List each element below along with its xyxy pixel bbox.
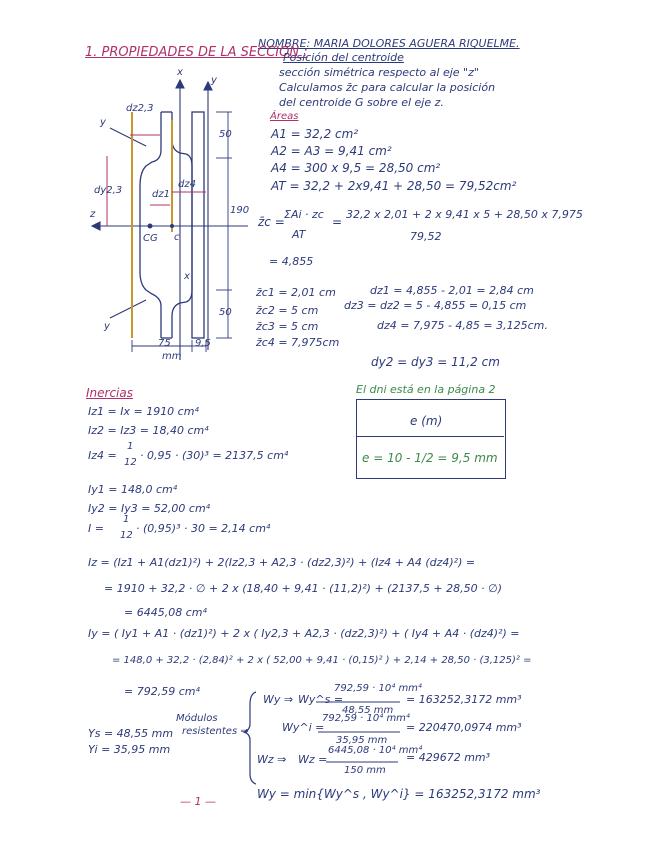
iy-calc-line-2: = 148,0 + 32,2 · (2,84)² + 2 x ( 52,00 + 9,41 · (0,15)² ) + 2,14 + 28,50 · (3,125)² = [112,655,532,666]
wz-result: = 429672 mm³ [406,751,491,764]
iy4-rest: · (0,95)³ · 30 = 2,14 cm⁴ [136,522,271,535]
area-total: AT = 32,2 + 2x9,41 + 28,50 = 79,52cm² [271,179,517,193]
dz1-label: dz1 [152,189,170,200]
moduli-label-bottom: resistentes ⇒ [182,726,249,737]
axis-y-top-label: y [211,75,217,86]
areas-label: Áreas [270,111,299,122]
student-name: NOMBRE: MARIA DOLORES AGUERA RIQUELME. [258,37,520,50]
iz4-prefix: Iz4 = [88,449,117,462]
dim-mm-label: mm [162,351,182,362]
moduli-label-top: Módulos [176,713,218,724]
zc1-value: z̄c1 = 2,01 cm [256,286,336,299]
dz23-value: dz3 = dz2 = 5 - 4,855 = 0,15 cm [344,299,527,312]
page-number: — 1 — [180,795,216,808]
inertias-label: Inercias [86,386,133,400]
table-value: e = 10 - 1/2 = 9,5 mm [362,451,498,465]
wys-den: 48,55 mm [342,705,394,716]
wy-arrow: Wy ⇒ [263,693,294,706]
area-a1: A1 = 32,2 cm² [271,127,359,141]
dy23-value: dy2 = dy3 = 11,2 cm [371,355,500,369]
dz1-value: dz1 = 4,855 - 2,01 = 2,84 cm [370,284,534,297]
iy-calc-line-1: Iy = ( Iy1 + A1 · (dz1)²) + 2 x ( Iy2,3 + A2,3 · (dz2,3)²) + ( Iy4 + A4 · (dz4)²) = [88,627,520,640]
zc4-value: z̄c4 = 7,975cm [256,336,340,349]
axis-x-bottom-label: x [184,271,190,282]
centroid-result: = 4,855 [269,255,314,268]
yi-value: Yi = 35,95 mm [88,743,171,756]
iy4-num: 1 [123,514,130,525]
table-header: e (m) [410,414,443,428]
iz23-value: Iz2 = Iz3 = 18,40 cm⁴ [88,424,209,437]
iz-calc-line-2: = 1910 + 32,2 · ∅ + 2 x (18,40 + 9,41 · (11,2)²) + (2137,5 + 28,50 · ∅) [104,582,502,595]
wys-result: = 163252,3172 mm³ [406,693,522,706]
axis-y-bottom-label: y [104,321,110,332]
wyi-num: 792,59 · 10⁴ mm⁴ [322,713,410,724]
wys-lhs: Wy^s = [298,693,344,706]
iz4-rest: · 0,95 · (30)³ = 2137,5 cm⁴ [140,449,289,462]
wz-arrow: Wz ⇒ [257,753,287,766]
axis-x-top-label: x [177,67,183,78]
iz1-value: Iz1 = Ix = 1910 cm⁴ [88,405,199,418]
subtitle: Posición del centroide [283,51,404,64]
iy1-value: Iy1 = 148,0 cm⁴ [88,483,178,496]
cg-label: CG [143,233,158,244]
centroid-lhs: z̄c = [258,215,285,229]
ys-value: Ys = 48,55 mm [88,727,174,740]
intro-line-3: del centroide G sobre el eje z. [279,96,444,109]
dz4-label: dz4 [178,179,196,190]
centroid-eq: = [332,215,343,229]
section-title: 1. PROPIEDADES DE LA SECCIÓN : [85,45,308,60]
iz4-den: 12 [124,457,137,468]
dim-50-top: 50 [219,129,232,140]
centroid-frac-num: ΣAi · zc [284,208,324,221]
wy-min-result: Wy = min{Wy^s , Wy^i} = 163252,3172 mm³ [257,787,541,801]
centroid-frac-den: AT [292,228,306,241]
centroid-num: 32,2 x 2,01 + 2 x 9,41 x 5 + 28,50 x 7,975 [346,208,583,221]
iy4-prefix: I = [88,522,104,535]
intro-line-1: sección simétrica respecto al eje "z" [279,66,479,79]
wyi-den: 35,95 mm [336,735,388,746]
wz-num: 6445,08 · 10⁴ mm⁴ [328,745,423,756]
c-label: c [174,232,180,243]
intro-line-2: Calculamos z̄c para calcular la posición [279,81,496,94]
wyi-result: = 220470,0974 mm³ [406,721,522,734]
dy23-label: dy2,3 [94,185,123,196]
wys-num: 792,59 · 10⁴ mm⁴ [334,683,422,694]
iy4-den: 12 [120,530,133,541]
dim-9-5: 9,5 [195,338,211,349]
dim-190: 190 [230,205,250,216]
iy23-value: Iy2 = Iy3 = 52,00 cm⁴ [88,502,211,515]
centroid-den: 79,52 [410,230,442,243]
area-a4: A4 = 300 x 9,5 = 28,50 cm² [271,161,441,175]
iz-calc-result: = 6445,08 cm⁴ [124,606,207,619]
wz-lhs: Wz = [298,753,328,766]
zc2-value: z̄c2 = 5 cm [256,304,319,317]
wyi-lhs: Wy^i = [282,721,325,734]
axis-y-left-label: y [100,117,106,128]
iy-calc-result: = 792,59 cm⁴ [124,685,200,698]
dim-50-bottom: 50 [219,307,232,318]
dz4-value: dz4 = 7,975 - 4,85 = 3,125cm. [377,319,548,332]
dni-note: El dni está en la página 2 [356,383,496,396]
wz-den: 150 mm [344,765,386,776]
iz4-num: 1 [127,441,134,452]
dim-75: 75 [158,338,171,349]
area-a2: A2 = A3 = 9,41 cm² [271,144,392,158]
zc3-value: z̄c3 = 5 cm [256,320,319,333]
iz-calc-line-1: Iz = (Iz1 + A1(dz1)²) + 2(Iz2,3 + A2,3 · (dz2,3)²) + (Iz4 + A4 (dz4)²) = [88,556,476,569]
dz23-label: dz2,3 [126,103,154,114]
axis-z-label: z [90,209,96,220]
